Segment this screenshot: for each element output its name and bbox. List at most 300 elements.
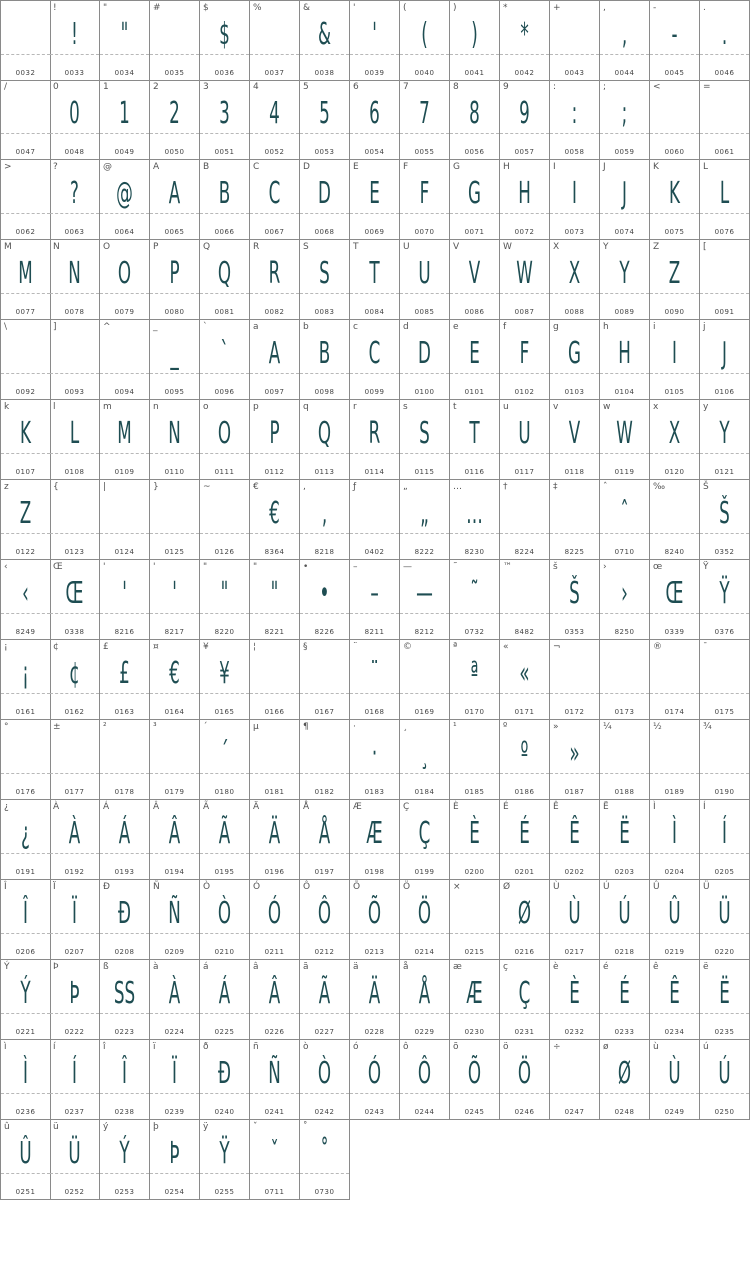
- glyph-sample: ": [270, 576, 279, 611]
- glyph-character-label: Ì: [653, 802, 656, 812]
- glyph-code: 8240: [664, 548, 685, 556]
- glyph-cell: [100, 800, 150, 880]
- baseline-guide: [500, 293, 549, 294]
- glyph-cell: [250, 1120, 300, 1200]
- glyph-cell: [0, 640, 51, 720]
- glyph-sample: £: [119, 656, 130, 691]
- baseline-guide: [1, 54, 50, 55]
- glyph-character-label: ]: [53, 322, 57, 332]
- baseline-guide: [1, 453, 50, 454]
- glyph-cell: [0, 720, 51, 800]
- glyph-character-label: È: [453, 802, 459, 812]
- glyph-sample: [409, 656, 439, 692]
- glyph-code: 0710: [614, 548, 635, 556]
- baseline-guide: [500, 373, 549, 374]
- glyph-sample: V: [568, 416, 581, 451]
- glyph-code: 0049: [114, 148, 135, 156]
- baseline-guide: [150, 133, 199, 134]
- glyph-character-label: Ö: [403, 882, 411, 892]
- glyph-sample: Õ: [467, 1056, 482, 1091]
- glyph-sample: _: [170, 336, 179, 371]
- baseline-guide: [500, 213, 549, 214]
- glyph-cell: [600, 160, 650, 240]
- glyph-cell: [250, 1040, 300, 1120]
- glyph-character-label: Î: [4, 882, 7, 892]
- glyph-sample: É: [519, 816, 530, 851]
- glyph-character-label: ä: [353, 962, 359, 972]
- glyph-character-label: a: [253, 322, 259, 332]
- glyph-code: 0178: [114, 788, 135, 796]
- glyph-cell: [100, 720, 150, 800]
- glyph-code: 0069: [364, 228, 385, 236]
- glyph-sample: ,: [621, 17, 628, 52]
- glyph-code: 0036: [214, 69, 235, 77]
- glyph-cell: [650, 0, 700, 81]
- glyph-sample: [359, 496, 389, 532]
- glyph-cell: [0, 880, 51, 960]
- glyph-cell: [500, 1040, 550, 1120]
- glyph-code: 8364: [264, 548, 285, 556]
- glyph-cell: [200, 400, 250, 480]
- glyph-character-label: G: [453, 162, 460, 172]
- glyph-character-label: 3: [203, 82, 209, 92]
- glyph-cell: [600, 80, 650, 160]
- glyph-sample: V: [468, 256, 481, 291]
- glyph-character-label: «: [503, 642, 509, 652]
- glyph-code: 0170: [464, 708, 485, 716]
- glyph-code: 0105: [664, 388, 685, 396]
- glyph-cell: [450, 0, 500, 81]
- glyph-character-label: þ: [153, 1122, 159, 1132]
- glyph-cell: [100, 160, 150, 240]
- glyph-character-label: æ: [453, 962, 462, 972]
- glyph-cell: [150, 880, 200, 960]
- glyph-cell: [300, 0, 350, 81]
- baseline-guide: [250, 533, 299, 534]
- baseline-guide: [250, 373, 299, 374]
- baseline-guide: [700, 293, 749, 294]
- baseline-guide: [350, 1093, 399, 1094]
- glyph-sample: ': [172, 576, 177, 611]
- baseline-guide: [350, 693, 399, 694]
- glyph-code: 0206: [15, 948, 36, 956]
- baseline-guide: [50, 1093, 99, 1094]
- glyph-code: 0186: [514, 788, 535, 796]
- glyph-sample: J: [622, 176, 627, 211]
- baseline-guide: [500, 933, 549, 934]
- glyph-character-label: £: [103, 642, 109, 652]
- glyph-code: 0057: [514, 148, 535, 156]
- glyph-sample: Ò: [317, 1056, 332, 1091]
- glyph-sample: Ã: [318, 976, 331, 1011]
- glyph-sample: M: [18, 256, 33, 291]
- glyph-cell: [350, 0, 400, 81]
- glyph-code: 0162: [64, 708, 85, 716]
- baseline-guide: [600, 1013, 649, 1014]
- baseline-guide: [500, 133, 549, 134]
- baseline-guide: [450, 293, 499, 294]
- baseline-guide: [200, 373, 249, 374]
- glyph-code: 0067: [264, 228, 285, 236]
- glyph-code: 0094: [114, 388, 135, 396]
- baseline-guide: [250, 1093, 299, 1094]
- baseline-guide: [650, 933, 699, 934]
- baseline-guide: [450, 773, 499, 774]
- glyph-character-label: ˚: [303, 1122, 308, 1132]
- glyph-code: 0402: [364, 548, 385, 556]
- glyph-code: 0092: [15, 388, 36, 396]
- glyph-sample: Ù: [568, 896, 581, 931]
- glyph-sample: ": [120, 17, 129, 52]
- glyph-sample: [459, 736, 489, 772]
- glyph-character-label: »: [553, 722, 559, 732]
- baseline-guide: [100, 693, 149, 694]
- baseline-guide: [450, 933, 499, 934]
- glyph-sample: W: [616, 416, 633, 451]
- glyph-code: 0048: [64, 148, 85, 156]
- glyph-sample: @: [116, 176, 133, 211]
- glyph-code: 0225: [214, 1028, 235, 1036]
- glyph-code: 0200: [464, 868, 485, 876]
- glyph-character-label: ˜: [453, 562, 458, 572]
- glyph-cell: [700, 800, 750, 880]
- glyph-code: 0171: [514, 708, 535, 716]
- glyph-character-label: ô: [403, 1042, 409, 1052]
- glyph-code: 0033: [64, 69, 85, 77]
- glyph-cell: [300, 400, 350, 480]
- glyph-character-label: è: [553, 962, 559, 972]
- glyph-sample: Ø: [617, 1056, 632, 1091]
- glyph-character-label: é: [603, 962, 609, 972]
- glyph-sample: •: [319, 576, 330, 611]
- glyph-character-label: Õ: [353, 882, 361, 892]
- glyph-cell: [50, 560, 100, 640]
- glyph-code: 0216: [514, 948, 535, 956]
- glyph-character-label: ý: [103, 1122, 109, 1132]
- glyph-sample: 2: [169, 96, 180, 131]
- glyph-code: 0203: [614, 868, 635, 876]
- glyph-sample: ¿: [21, 816, 30, 851]
- glyph-cell: [0, 1120, 51, 1200]
- glyph-cell: [550, 560, 600, 640]
- baseline-guide: [200, 54, 249, 55]
- glyph-sample: …: [466, 496, 483, 531]
- glyph-code: 0219: [664, 948, 685, 956]
- glyph-sample: 1: [119, 96, 130, 131]
- glyph-sample: Q: [217, 256, 232, 291]
- glyph-sample: O: [117, 256, 132, 291]
- baseline-guide: [1, 853, 50, 854]
- glyph-sample: Ä: [268, 816, 281, 851]
- baseline-guide: [700, 133, 749, 134]
- glyph-sample: $: [219, 17, 230, 52]
- baseline-guide: [100, 1013, 149, 1014]
- glyph-cell: [500, 720, 550, 800]
- glyph-sample: [309, 656, 339, 692]
- glyph-code: 0210: [214, 948, 235, 956]
- glyph-sample: ): [471, 17, 478, 52]
- baseline-guide: [100, 293, 149, 294]
- baseline-guide: [650, 1013, 699, 1014]
- baseline-guide: [1, 773, 50, 774]
- glyph-code: 0052: [264, 148, 285, 156]
- glyph-code: 0224: [164, 1028, 185, 1036]
- glyph-sample: [259, 17, 289, 53]
- glyph-character-label: ³: [153, 722, 157, 732]
- glyph-sample: [709, 96, 739, 132]
- glyph-sample: Ó: [267, 896, 282, 931]
- glyph-code: 0093: [64, 388, 85, 396]
- glyph-sample: «: [519, 656, 530, 691]
- glyph-character-label: O: [103, 242, 111, 252]
- baseline-guide: [150, 853, 199, 854]
- baseline-guide: [650, 1093, 699, 1094]
- glyph-code: 0711: [264, 1188, 285, 1196]
- glyph-cell: [600, 480, 650, 560]
- glyph-sample: º: [520, 736, 529, 771]
- glyph-code: 0078: [64, 308, 85, 316]
- glyph-code: 0180: [214, 788, 235, 796]
- glyph-code: 0060: [664, 148, 685, 156]
- glyph-cell: [0, 320, 51, 400]
- baseline-guide: [100, 853, 149, 854]
- glyph-cell: [550, 0, 600, 81]
- glyph-sample: ¢: [69, 656, 80, 691]
- baseline-guide: [300, 213, 349, 214]
- glyph-sample: Ÿ: [219, 1136, 230, 1171]
- glyph-character-label: Û: [653, 882, 660, 892]
- glyph-cell: [550, 1040, 600, 1120]
- glyph-cell: [50, 400, 100, 480]
- glyph-cell: [600, 880, 650, 960]
- baseline-guide: [450, 54, 499, 55]
- glyph-character-label: Ä: [253, 802, 260, 812]
- glyph-character-label: Š: [703, 482, 709, 492]
- baseline-guide: [150, 773, 199, 774]
- glyph-cell: [650, 160, 700, 240]
- glyph-sample: Z: [668, 256, 681, 291]
- glyph-sample: €: [169, 656, 180, 691]
- glyph-sample: G: [568, 336, 581, 371]
- glyph-cell: [450, 80, 500, 160]
- glyph-code: 8218: [314, 548, 335, 556]
- glyph-sample: [559, 656, 589, 692]
- glyph-code: 0077: [15, 308, 36, 316]
- glyph-code: 0042: [514, 69, 535, 77]
- glyph-cell: [300, 1120, 350, 1200]
- glyph-cell: [150, 320, 200, 400]
- glyph-sample: Ã: [218, 816, 231, 851]
- glyph-sample: Ô: [317, 896, 332, 931]
- baseline-guide: [600, 693, 649, 694]
- baseline-guide: [250, 133, 299, 134]
- baseline-guide: [300, 54, 349, 55]
- glyph-sample: [609, 736, 639, 772]
- glyph-character-label: 5: [303, 82, 309, 92]
- glyph-code: 0215: [464, 948, 485, 956]
- glyph-cell: [550, 320, 600, 400]
- glyph-cell: [350, 400, 400, 480]
- baseline-guide: [450, 453, 499, 454]
- glyph-cell: [450, 1040, 500, 1120]
- glyph-sample: N: [68, 256, 81, 291]
- glyph-code: 0207: [64, 948, 85, 956]
- glyph-character-label: Q: [203, 242, 211, 252]
- glyph-code: 0226: [264, 1028, 285, 1036]
- glyph-cell: [0, 960, 51, 1040]
- glyph-character-label: ƒ: [353, 482, 357, 492]
- glyph-character-label: ö: [503, 1042, 509, 1052]
- glyph-cell: [0, 560, 51, 640]
- baseline-guide: [150, 693, 199, 694]
- glyph-sample: `: [220, 336, 229, 371]
- baseline-guide: [700, 1093, 749, 1094]
- glyph-character-label: `: [203, 322, 208, 332]
- glyph-cell: [500, 800, 550, 880]
- glyph-character-label: Æ: [353, 802, 362, 812]
- glyph-character-label: .: [703, 3, 706, 13]
- glyph-cell: [700, 320, 750, 400]
- baseline-guide: [150, 1173, 199, 1174]
- glyph-cell: [400, 800, 450, 880]
- glyph-cell: [600, 1040, 650, 1120]
- glyph-sample: ˚: [320, 1136, 329, 1171]
- glyph-code: 0053: [314, 148, 335, 156]
- glyph-character-label: n: [153, 402, 159, 412]
- glyph-code: 0070: [414, 228, 435, 236]
- glyph-sample: 3: [219, 96, 230, 131]
- glyph-sample: Ò: [217, 896, 232, 931]
- glyph-cell: [350, 800, 400, 880]
- glyph-sample: [659, 96, 689, 132]
- glyph-cell: [450, 240, 500, 320]
- glyph-sample: ·: [371, 736, 378, 771]
- glyph-character-label: ": [253, 562, 258, 572]
- glyph-sample: P: [169, 256, 180, 291]
- glyph-cell: [400, 480, 450, 560]
- glyph-code: 0058: [564, 148, 585, 156]
- glyph-cell: [50, 480, 100, 560]
- baseline-guide: [400, 1013, 449, 1014]
- baseline-guide: [650, 533, 699, 534]
- glyph-code: 0205: [714, 868, 735, 876]
- glyph-character-label: ¢: [53, 642, 59, 652]
- glyph-character-label: Ÿ: [703, 562, 709, 572]
- glyph-code: 0243: [364, 1108, 385, 1116]
- glyph-cell: [50, 0, 100, 81]
- glyph-character-label: !: [53, 3, 57, 13]
- glyph-sample: K: [20, 416, 31, 451]
- baseline-guide: [50, 373, 99, 374]
- glyph-sample: [159, 736, 189, 772]
- glyph-character-label: 7: [403, 82, 409, 92]
- baseline-guide: [450, 1013, 499, 1014]
- baseline-guide: [1, 533, 50, 534]
- baseline-guide: [650, 54, 699, 55]
- glyph-character-label: Å: [303, 802, 310, 812]
- glyph-character-label: @: [103, 162, 112, 172]
- baseline-guide: [650, 853, 699, 854]
- glyph-character-label: o: [203, 402, 209, 412]
- glyph-cell: [50, 880, 100, 960]
- glyph-sample: ?: [70, 176, 79, 211]
- baseline-guide: [50, 693, 99, 694]
- glyph-code: 0064: [114, 228, 135, 236]
- glyph-character-label: Ø: [503, 882, 511, 892]
- glyph-code: 0204: [664, 868, 685, 876]
- glyph-character-label: ®: [653, 642, 662, 652]
- glyph-sample: Ö: [517, 1056, 532, 1091]
- glyph-code: 0113: [314, 468, 335, 476]
- glyph-cell: [200, 80, 250, 160]
- glyph-code: 0084: [364, 308, 385, 316]
- baseline-guide: [650, 693, 699, 694]
- glyph-sample: Y: [719, 416, 730, 451]
- glyph-code: 0103: [564, 388, 585, 396]
- baseline-guide: [250, 54, 299, 55]
- baseline-guide: [1, 693, 50, 694]
- baseline-guide: [400, 1093, 449, 1094]
- glyph-sample: É: [619, 976, 630, 1011]
- baseline-guide: [500, 853, 549, 854]
- glyph-sample: Ü: [718, 896, 731, 931]
- glyph-sample: [509, 576, 539, 612]
- glyph-sample: D: [418, 336, 431, 371]
- glyph-character-label: [: [703, 242, 707, 252]
- glyph-code: 0189: [664, 788, 685, 796]
- glyph-character-label: (: [403, 3, 407, 13]
- baseline-guide: [500, 693, 549, 694]
- glyph-cell: [450, 880, 500, 960]
- glyph-code: 0182: [314, 788, 335, 796]
- glyph-sample: ,: [321, 496, 328, 531]
- baseline-guide: [600, 213, 649, 214]
- glyph-code: 0104: [614, 388, 635, 396]
- glyph-character-label: ª: [453, 642, 458, 652]
- glyph-sample: Á: [218, 976, 231, 1011]
- glyph-sample: C: [368, 336, 381, 371]
- glyph-sample: [659, 656, 689, 692]
- glyph-code: 0247: [564, 1108, 585, 1116]
- baseline-guide: [400, 773, 449, 774]
- baseline-guide: [250, 853, 299, 854]
- glyph-sample: Õ: [367, 896, 382, 931]
- glyph-cell: [0, 400, 51, 480]
- baseline-guide: [200, 293, 249, 294]
- glyph-code: 0063: [64, 228, 85, 236]
- baseline-guide: [400, 613, 449, 614]
- glyph-cell: [150, 720, 200, 800]
- glyph-character-label: &: [303, 3, 311, 13]
- glyph-sample: Ä: [368, 976, 381, 1011]
- glyph-character-label: ¼: [603, 722, 612, 732]
- glyph-cell: [600, 240, 650, 320]
- glyph-character-label: >: [4, 162, 12, 172]
- glyph-code: 0252: [64, 1188, 85, 1196]
- baseline-guide: [150, 1093, 199, 1094]
- glyph-sample: Þ: [69, 976, 80, 1011]
- glyph-code: 0208: [114, 948, 135, 956]
- baseline-guide: [700, 693, 749, 694]
- glyph-cell: [200, 800, 250, 880]
- glyph-character-label: Ë: [603, 802, 609, 812]
- baseline-guide: [300, 1173, 349, 1174]
- baseline-guide: [150, 54, 199, 55]
- glyph-code: 0166: [264, 708, 285, 716]
- glyph-cell: [550, 80, 600, 160]
- baseline-guide: [400, 853, 449, 854]
- glyph-cell: [650, 1040, 700, 1120]
